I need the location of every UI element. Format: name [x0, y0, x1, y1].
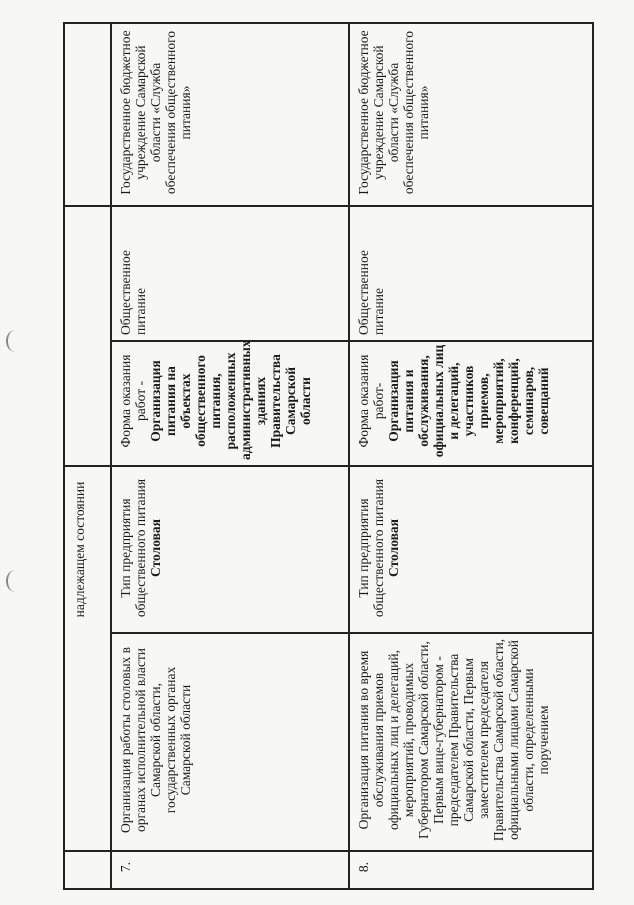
row-name: Организация работы столовых в органах исполнительной власти Самарской области, государственных органах Самарской области	[118, 646, 193, 834]
row-institution: Государственное бюджетное учреждение Самарской области «Служба обеспечения общественного питания»	[356, 30, 431, 195]
table-border	[63, 850, 593, 852]
row-institution: Государственное бюджетное учреждение Самарской области «Служба обеспечения общественного питания»	[118, 30, 193, 195]
punch-hole-mark	[6, 330, 24, 352]
row-name: Организация питания во время обслуживания приемов официальных лиц и делегаций, мероприятий, проводимых Губернатором Самарской области, Первым вице-губернатором - председателем Правительства Самарской области, Первым заместителем председателя Правительства Самарской области, официальными лицами Самарской области, определенными поручением	[356, 638, 551, 842]
table-border	[110, 22, 112, 890]
row-type	[118, 468, 163, 628]
row-sphere: Общественное питание	[118, 250, 148, 335]
row-type-value: Столовая	[148, 519, 163, 577]
row-type-label: Тип предприятия общественного питания	[356, 478, 386, 618]
punch-hole-mark	[6, 570, 24, 592]
table-border	[63, 22, 593, 24]
row-type-value: Столовая	[386, 519, 401, 577]
row-sphere: Общественное питание	[356, 250, 386, 335]
row-number: 8.	[356, 861, 371, 873]
row-form-label: Форма оказания работ-	[356, 354, 386, 448]
table-border	[63, 22, 65, 890]
row-type	[356, 468, 401, 628]
row-number: 7.	[118, 861, 133, 873]
row-type-label: Тип предприятия общественного питания	[118, 478, 148, 618]
table-border	[63, 465, 593, 467]
row-form-value: Организация питания на объектах общественного питания, расположенных административных зданиях Правительства Самарской области	[148, 340, 313, 460]
row-form	[356, 342, 551, 460]
row-form	[118, 342, 313, 460]
table-border	[348, 22, 350, 890]
row-form-label: Форма оказания работ -	[118, 354, 148, 448]
table-border	[63, 888, 593, 890]
table-border	[110, 632, 593, 634]
row-form-value: Организация питания и обслуживания, официальных лиц и делегаций, участников приемов, мероприятий, конференций, семинаров, совещаний	[386, 344, 551, 458]
table-border	[592, 22, 594, 890]
header-cell-label: надлежащем состоянии	[72, 481, 87, 618]
table-border	[63, 205, 593, 207]
